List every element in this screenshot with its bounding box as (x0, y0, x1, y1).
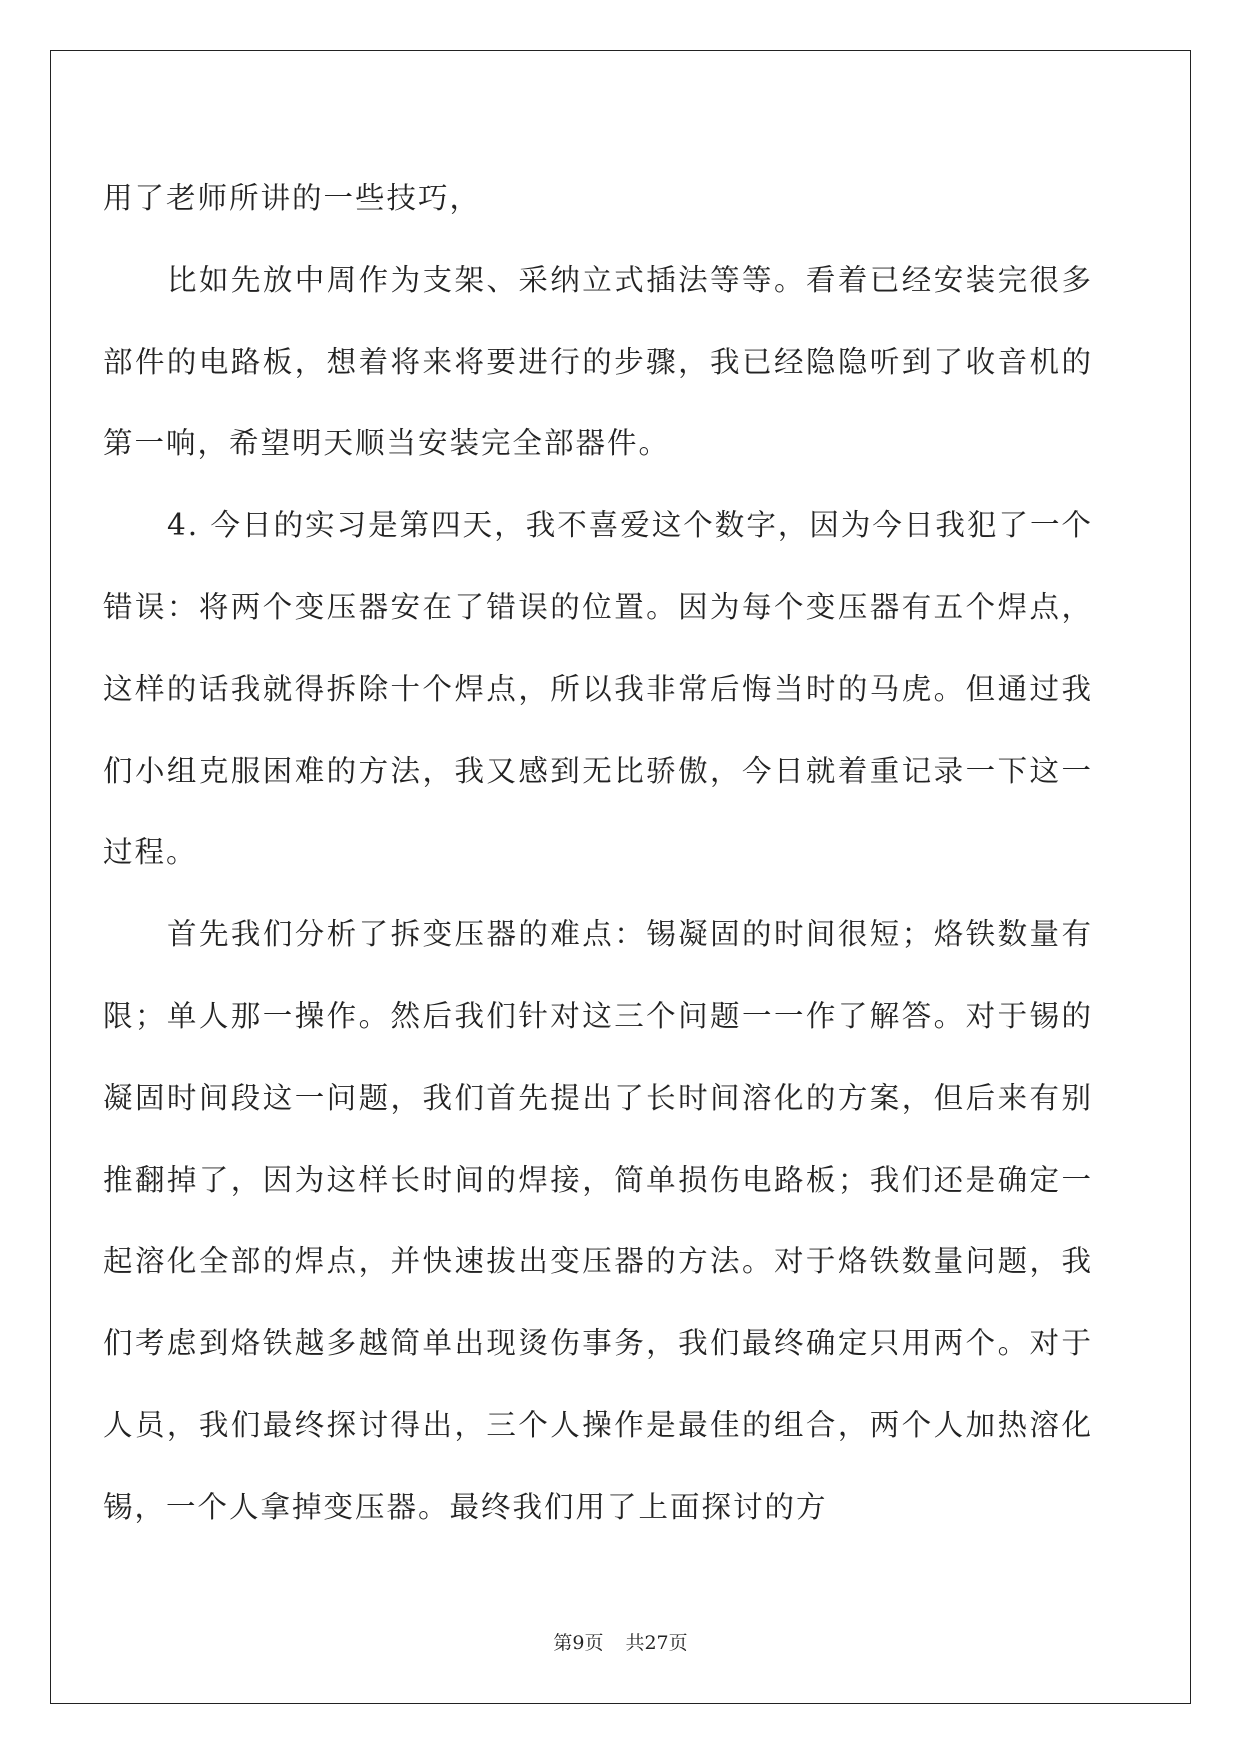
page-number: 第9页 (553, 1632, 604, 1654)
total-pages: 共27页 (625, 1632, 688, 1654)
page-footer (0, 1628, 1241, 1655)
document-body (103, 158, 1093, 1549)
paragraph-assembly-progress: 比如先放中周作为支架、采纳立式插法等等。看着已经安装完很多部件的电路板，想着将来将要进行的步骤，我已经隐隐听到了收音机的第一响，希望明天顺当安装完全部器件。 (103, 262, 1093, 461)
paragraph-day-four: 4. 今日的实习是第四天，我不喜爱这个数字，因为今日我犯了一个错误：将两个变压器安在了错误的位置。因为每个变压器有五个焊点，这样的话我就得拆除十个焊点，所以我非常后悔当时的马虎。但通过我们小组克服困难的方法，我又感到无比骄傲，今日就着重记录一下这一过程。 (103, 508, 1093, 870)
paragraph-problem-analysis: 首先我们分析了拆变压器的难点：锡凝固的时间很短；烙铁数量有限；单人那一操作。然后我们针对这三个问题一一作了解答。对于锡的凝固时间段这一问题，我们首先提出了长时间溶化的方案，但后来有别推翻掉了，因为这样长时间的焊接，简单损伤电路板；我们还是确定一起溶化全部的焊点，并快速拔出变压器的方法。对于烙铁数量问题，我们考虑到烙铁越多越简单出现烫伤事务，我们最终确定只用两个。对于人员，我们最终探讨得出，三个人操作是最佳的组合，两个人加热溶化锡，一个人拿掉变压器。最终我们用了上面探讨的方 (103, 917, 1093, 1524)
paragraph-continuation: 用了老师所讲的一些技巧， (103, 181, 482, 215)
